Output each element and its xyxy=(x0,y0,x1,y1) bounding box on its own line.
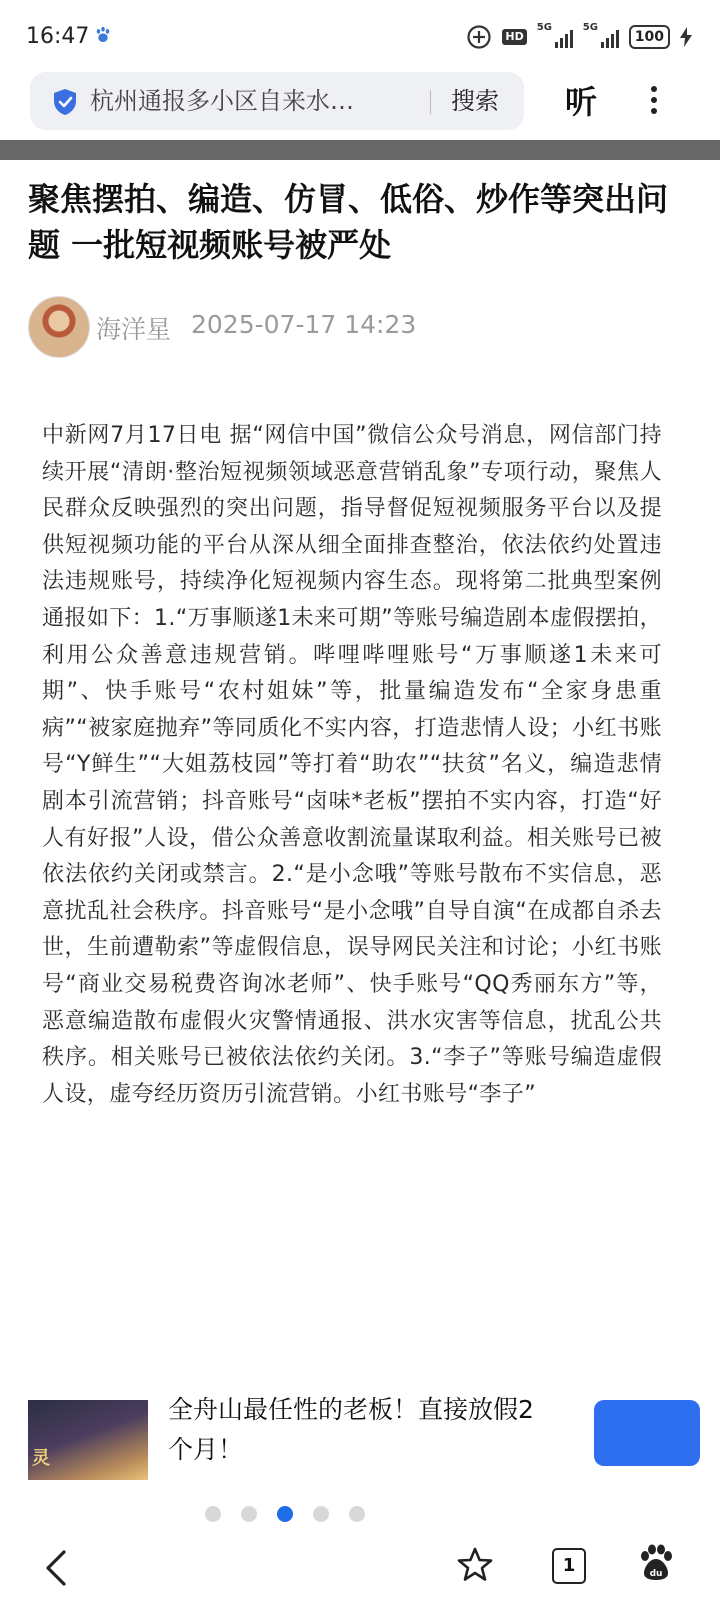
svg-text:du: du xyxy=(649,1569,663,1579)
search-button[interactable]: 搜索 xyxy=(451,87,499,115)
add-circle-icon xyxy=(466,24,492,50)
status-time: 16:47 xyxy=(26,24,90,49)
avatar[interactable] xyxy=(28,296,90,358)
ad-action-button[interactable] xyxy=(594,1400,700,1466)
article-body: 中新网7月17日电 据“网信中国”微信公众号消息，网信部门持续开展“清朗·整治短视频领域恶意营销乱象”专项行动，聚焦人民群众反映强烈的突出问题，指导督促短视频服务平台以及提供短视频功能的平台从深从细全面排查整治，依法依约处置违法违规账号，持续净化短视频内容生态。现将第二批典型案例通报如下：1.“万事顺遂1未来可期”等账号编造剧本虚假摆拍，利用公众善意违规营销。哔哩哔哩账号“万事顺遂1未来可期”、快手账号“农村姐妹”等，批量编造发布“全家身患重病”“被家庭抛弃”等同质化不实内容，打造悲情人设；小红书账号“Y鲜生”“大姐荔枝园”等打着“助农”“扶贫”名义，编造悲情剧本引流营销；抖音账号“卤味*老板”摆拍不实内容，打造“好人有好报”人设，借公众善意收割流量谋取利益。相关账号已被依法依约关闭或禁言。2.“是小念哦”等账号散布不实信息，恶意扰乱社会秩序。抖音账号“是小念哦”自导自演“在成都自杀去世，生前遭勒索”等虚假信息，误导网民关注和讨论；小红书账号“商业交易税费咨询冰老师”、快手账号“QQ秀丽东方”等，恶意编造散布虚假火灾警情通报、洪水灾害等信息，扰乱公共秩序。相关账号已被依法依约关闭。3.“李子”等账号编造虚假人设，虚夸经历资历引流营销。小红书账号“李子” xyxy=(42,423,662,1107)
baidu-paw-icon xyxy=(94,26,112,44)
carousel-dot[interactable] xyxy=(313,1506,329,1522)
search-input[interactable]: 杭州通报多小区自来水… xyxy=(90,87,354,115)
divider xyxy=(430,90,431,114)
publish-time: 2025-07-17 14:23 xyxy=(191,310,417,339)
carousel-dot[interactable] xyxy=(205,1506,221,1522)
more-menu-icon[interactable] xyxy=(648,82,660,122)
battery-indicator: 100 xyxy=(629,25,670,49)
browser-toolbar xyxy=(0,72,720,140)
signal-5g-icon-2: 5G xyxy=(583,26,619,48)
author-name[interactable]: 海洋星 xyxy=(96,315,172,344)
ad-title[interactable]: 全舟山最任性的老板！直接放假2个月！ xyxy=(168,1395,534,1464)
ad-card[interactable] xyxy=(0,1378,720,1530)
status-bar xyxy=(0,0,720,72)
signal-5g-icon: 5G xyxy=(537,26,573,48)
top-divider-strip xyxy=(0,140,720,160)
shield-icon xyxy=(52,88,78,116)
status-icons xyxy=(466,22,692,52)
ad-image[interactable] xyxy=(28,1400,148,1480)
carousel-dot[interactable] xyxy=(241,1506,257,1522)
bottom-nav xyxy=(0,1530,720,1612)
carousel-dots xyxy=(205,1506,365,1522)
bookmark-star-icon[interactable] xyxy=(456,1546,494,1584)
charging-bolt-icon xyxy=(680,27,692,47)
hd-badge: HD xyxy=(502,29,526,45)
carousel-dot[interactable] xyxy=(349,1506,365,1522)
ad-image-sign: 灵 xyxy=(32,1448,50,1469)
article-title: 聚焦摆拍、编造、仿冒、低俗、炒作等突出问题 一批短视频账号被严处 xyxy=(28,180,669,264)
back-icon[interactable] xyxy=(42,1548,72,1588)
search-bar[interactable] xyxy=(30,72,524,130)
carousel-dot[interactable] xyxy=(277,1506,293,1522)
listen-button[interactable]: 听 xyxy=(565,83,598,121)
tabs-count-button[interactable]: 1 xyxy=(552,1548,586,1584)
baidu-paw-icon[interactable] xyxy=(638,1544,674,1582)
